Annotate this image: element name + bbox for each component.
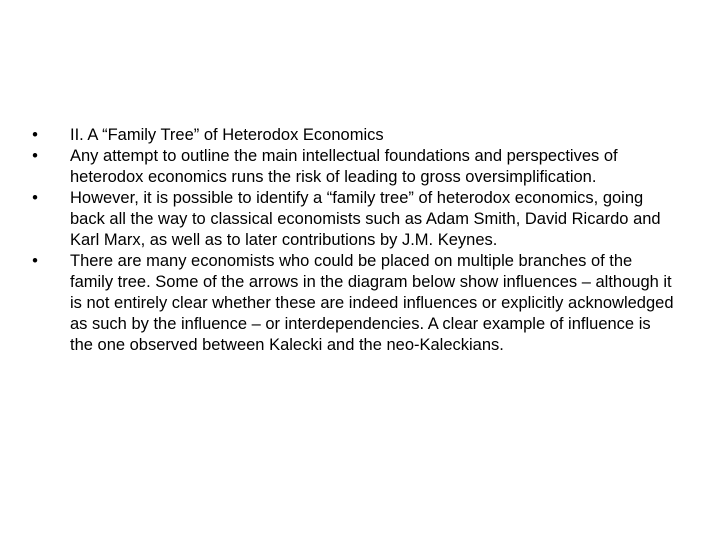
bullet-list xyxy=(28,125,678,356)
bullet-item-title xyxy=(28,125,678,146)
bullet-item-multiple-branches xyxy=(28,251,678,356)
bullet-text: However, it is possible to identify a “family tree” of heterodox economics, going back all the way to classical economists such as Adam Smith, David Ricardo and Karl Marx, as well as to later contributions by J.M. Keynes. xyxy=(70,189,661,249)
bullet-text: Any attempt to outline the main intellectual foundations and perspectives of heterodox economics runs the risk of leading to gross oversimplification. xyxy=(70,147,618,186)
bullet-icon: • xyxy=(32,147,38,165)
bullet-text: There are many economists who could be placed on multiple branches of the family tree. Some of the arrows in the diagram below show influences – although it is not entirely clear whether these are indeed influences or explicitly acknowledged as such by the influence – or interdependencies. A clear example of influence is the one observed between Kalecki and the neo-Kaleckians. xyxy=(70,252,674,354)
bullet-item-oversimplification xyxy=(28,146,678,188)
bullet-item-family-tree xyxy=(28,188,678,251)
bullet-icon: • xyxy=(32,189,38,207)
bullet-icon: • xyxy=(32,252,38,270)
bullet-icon: • xyxy=(32,126,38,144)
bullet-text: II. A “Family Tree” of Heterodox Economics xyxy=(70,126,384,144)
